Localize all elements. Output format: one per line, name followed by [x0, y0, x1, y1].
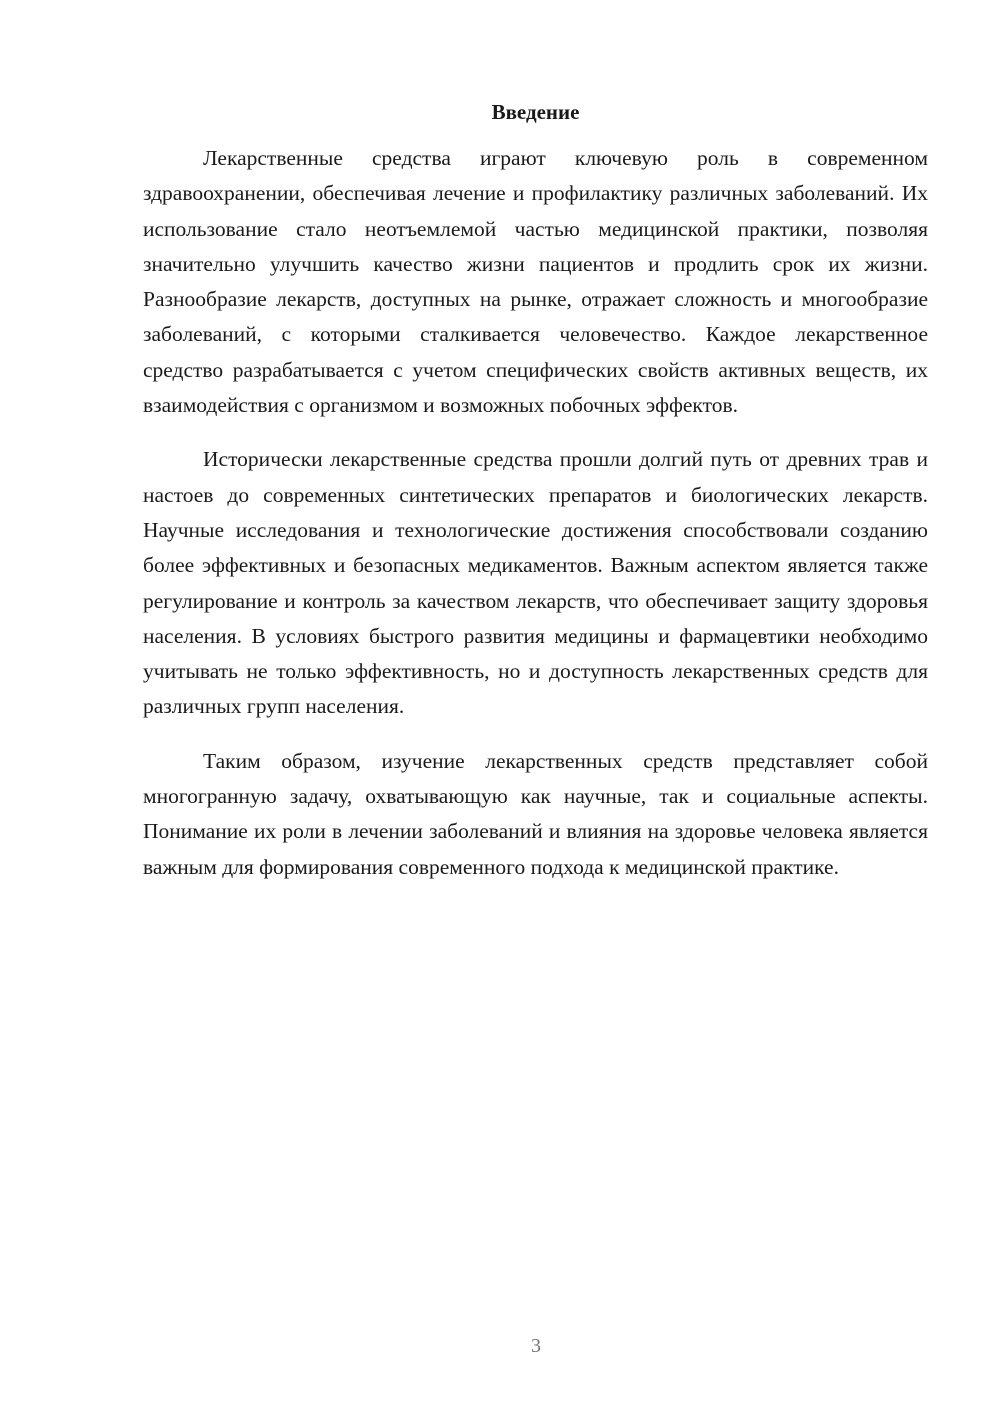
section-title: Введение [491, 100, 580, 124]
paragraph-2: Исторически лекарственные средства прошли долгий путь от древних трав и настоев до современных синтетических препаратов и биологических лекарств. Научные исследования и технологические достижения способствовали созданию более эффективных и безопасных медикаментов. Важным аспектом является также регулирование и контроль за качеством лекарств, что обеспечивает защиту здоровья населения. В условиях быстрого развития медицины и фармацевтики необходимо учитывать не только эффективность, но и доступность лекарственных средств для различных групп населения. [143, 447, 928, 719]
paragraph-3: Таким образом, изучение лекарственных средств представляет собой многогранную задачу, охватывающую как научные, так и социальные аспекты. Понимание их роли в лечении заболеваний и влияния на здоровье человека является важным для формирования современного подхода к медицинской практике. [143, 748, 928, 879]
page-content [143, 96, 928, 904]
paragraph-1: Лекарственные средства играют ключевую роль в современном здравоохранении, обеспечивая лечение и профилактику различных заболеваний. Их использование стало неотъемлемой частью медицинской практики, позволяя значительно улучшить качество жизни пациентов и продлить срок их жизни. Разнообразие лекарств, доступных на рынке, отражает сложность и многообразие заболеваний, с которыми сталкивается человечество. Каждое лекарственное средство разрабатывается с учетом специфических свойств активных веществ, их взаимодействия с организмом и возможных побочных эффектов. [143, 146, 928, 418]
page-number: 3 [531, 1335, 541, 1357]
